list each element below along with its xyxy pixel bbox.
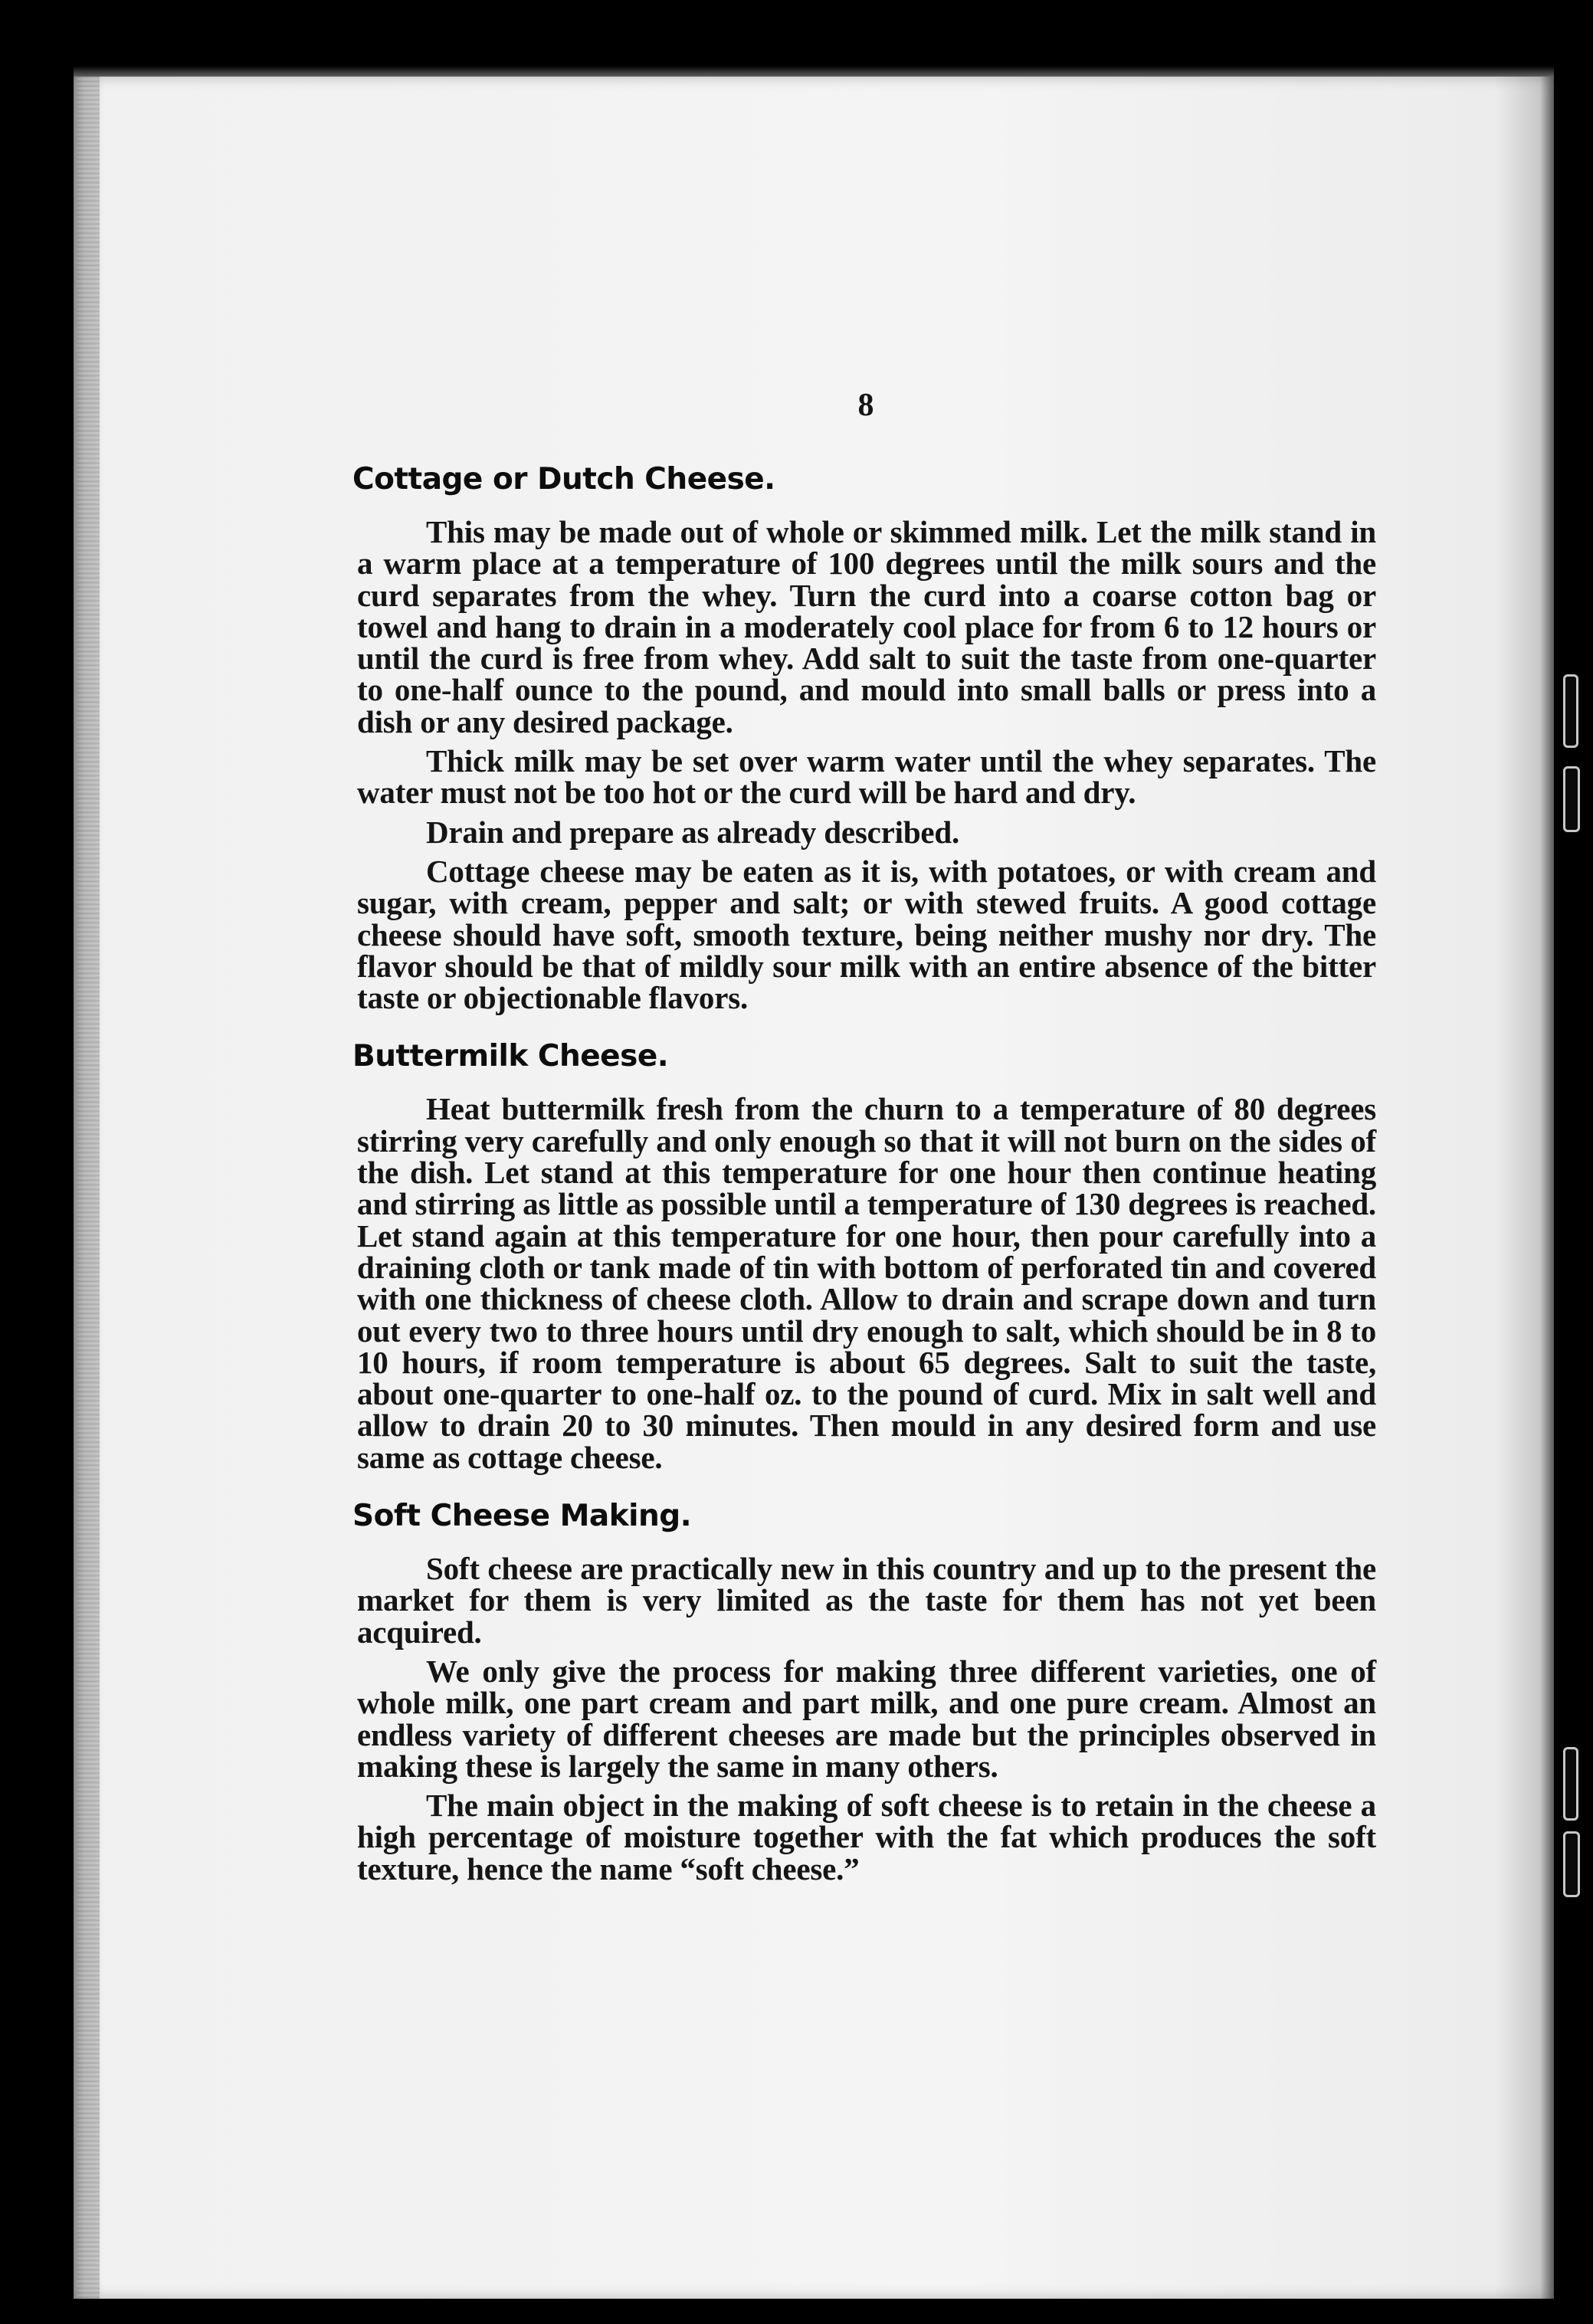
section-soft-cheese-making: [352, 1495, 1376, 1886]
section-buttermilk-cheese: [352, 1035, 1376, 1475]
page-right-shadow: [1540, 77, 1557, 2299]
clip-mark-top-2: [1563, 766, 1580, 832]
paragraph: Soft cheese are practically new in this country and up to the present the market for them is very limited as the taste for them has not yet been acquired.: [357, 1551, 1376, 1650]
paragraph: The main object in the making of soft cheese is to retain in the cheese a high percentage of moisture together with the fat which produces the soft texture, hence the name “soft cheese.”: [357, 1788, 1376, 1886]
clip-mark-bottom-1: [1563, 1747, 1578, 1821]
page-content: [352, 458, 1376, 1906]
page-number: 8: [857, 388, 874, 423]
paragraph: Heat buttermilk fresh from the churn to a temperature of 80 degrees stirring very carefully and only enough so that it will not burn on the sides of the dish. Let stand at this temperature for one hour then continue heating and stirring as little as possible until a temperature of 130 degrees is reached. Let stand again at this temperature for one hour, then pour carefully into a draining cloth or tank made of tin with bottom of perforated tin and covered with one thickness of cheese cloth. Allow to drain and scrape down and turn out every two to three hours until dry enough to salt, which should be in 8 to 10 hours, if room temperature is about 65 degrees. Salt to suit the taste, about one-quarter to one-half oz. to the pound of curd. Mix in salt well and allow to drain 20 to 30 minutes. Then mould in any desired form and use same as cottage cheese.: [357, 1091, 1376, 1475]
paragraph: We only give the process for making three different varieties, one of whole milk, one part cream and part milk, and one pure cream. Almost an endless variety of different cheeses are made but the principles observed in making these is largely the same in many others.: [357, 1653, 1376, 1784]
section-heading: Cottage or Dutch Cheese.: [352, 462, 775, 497]
clip-mark-top-1: [1563, 674, 1578, 748]
paragraph: Cottage cheese may be eaten as it is, with potatoes, or with cream and sugar, with cream, pepper and salt; or with stewed fruits. A good cottage cheese should have soft, smooth texture, being neither mushy nor dry. The flavor should be that of mildly sour milk with an entire absence of the bitter taste or objectionable flavors.: [357, 853, 1376, 1016]
paragraph: This may be made out of whole or skimmed milk. Let the milk stand in a warm place at a temperature of 100 degrees until the milk sours and the curd separates from the whey. Turn the curd into a coarse cotton bag or towel and hang to drain in a moderately cool place for from 6 to 12 hours or until the curd is free from whey. Add salt to suit the taste from one-quarter to one-half ounce to the pound, and mould into small balls or press into a dish or any desired package.: [357, 514, 1376, 739]
paragraph: Drain and prepare as already described.: [426, 814, 960, 850]
clip-mark-bottom-2: [1563, 1831, 1580, 1897]
paragraph: Thick milk may be set over warm water until the whey separates. The water must not be too hot or the curd will be hard and dry.: [357, 743, 1376, 811]
page-binding-edge: [77, 77, 100, 2299]
section-cottage-cheese: [352, 458, 1376, 1016]
section-heading: Buttermilk Cheese.: [352, 1039, 669, 1074]
section-heading: Soft Cheese Making.: [352, 1499, 692, 1534]
